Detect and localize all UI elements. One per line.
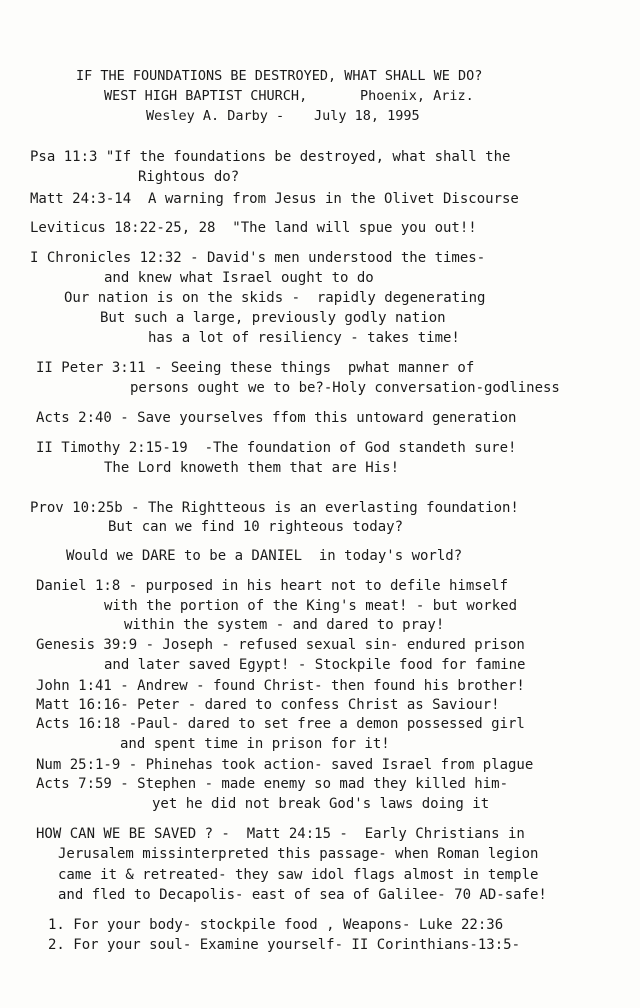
church-location: Phoenix, Ariz. bbox=[360, 88, 474, 104]
text-line: Jerusalem missinterpreted this passage- when Roman legion bbox=[58, 846, 539, 862]
speaker-name: Wesley A. Darby - bbox=[146, 108, 285, 124]
text-line: Psa 11:3 "If the foundations be destroyed, what shall the bbox=[30, 149, 511, 165]
text-line: Acts 2:40 - Save yourselves ffom this untoward generation bbox=[36, 410, 517, 426]
text-line: came it & retreated- they saw idol flags almost in temple bbox=[58, 867, 539, 883]
church-name: WEST HIGH BAPTIST CHURCH, bbox=[104, 88, 308, 104]
text-line: II Peter 3:11 - Seeing these things pwhat manner of bbox=[36, 360, 475, 376]
text-line: II Timothy 2:15-19 -The foundation of God standeth sure! bbox=[36, 440, 517, 456]
text-line: The Lord knoweth them that are His! bbox=[104, 460, 400, 476]
text-line: I Chronicles 12:32 - David's men understood the times- bbox=[30, 250, 486, 266]
text-line: persons ought we to be?-Holy conversation-godliness bbox=[130, 380, 560, 396]
text-line: with the portion of the King's meat! - but worked bbox=[104, 598, 518, 614]
text-line: Would we DARE to be a DANIEL in today's world? bbox=[66, 548, 463, 564]
text-line: 1. For your body- stockpile food , Weapons- Luke 22:36 bbox=[48, 917, 504, 933]
text-line: HOW CAN WE BE SAVED ? - Matt 24:15 - Early Christians in bbox=[36, 826, 525, 842]
text-line: Prov 10:25b - The Rightteous is an everlasting foundation! bbox=[30, 500, 519, 516]
text-line: Rightous do? bbox=[138, 169, 240, 185]
text-line: Genesis 39:9 - Joseph - refused sexual sin- endured prison bbox=[36, 637, 525, 653]
text-line: Num 25:1-9 - Phinehas took action- saved Israel from plague bbox=[36, 757, 534, 773]
text-line: and fled to Decapolis- east of sea of Galilee- 70 AD-safe! bbox=[58, 887, 547, 903]
text-line: John 1:41 - Andrew - found Christ- then found his brother! bbox=[36, 678, 525, 694]
text-line: and later saved Egypt! - Stockpile food for famine bbox=[104, 657, 526, 673]
text-line: Matt 24:3-14 A warning from Jesus in the Olivet Discourse bbox=[30, 191, 519, 207]
text-line: Daniel 1:8 - purposed in his heart not to defile himself bbox=[36, 578, 509, 594]
text-line: But can we find 10 righteous today? bbox=[108, 519, 404, 535]
text-line: within the system - and dared to pray! bbox=[124, 617, 445, 633]
text-line: has a lot of resiliency - takes time! bbox=[148, 330, 460, 346]
text-line: Acts 16:18 -Paul- dared to set free a demon possessed girl bbox=[36, 716, 525, 732]
text-line: 2. For your soul- Examine yourself- II Corinthians-13:5- bbox=[48, 937, 521, 953]
text-line: and spent time in prison for it! bbox=[120, 736, 390, 752]
text-line: Leviticus 18:22-25, 28 "The land will spue you out!! bbox=[30, 220, 477, 236]
text-line: But such a large, previously godly nation bbox=[100, 310, 446, 326]
text-line: Matt 16:16- Peter - dared to confess Christ as Saviour! bbox=[36, 697, 500, 713]
sermon-date: July 18, 1995 bbox=[314, 108, 420, 124]
text-line: yet he did not break God's laws doing it bbox=[152, 796, 490, 812]
text-line: Our nation is on the skids - rapidly degenerating bbox=[64, 290, 486, 306]
text-line: and knew what Israel ought to do bbox=[104, 270, 374, 286]
sermon-title: IF THE FOUNDATIONS BE DESTROYED, WHAT SHALL WE DO? bbox=[76, 68, 483, 84]
text-line: Acts 7:59 - Stephen - made enemy so mad they killed him- bbox=[36, 776, 509, 792]
